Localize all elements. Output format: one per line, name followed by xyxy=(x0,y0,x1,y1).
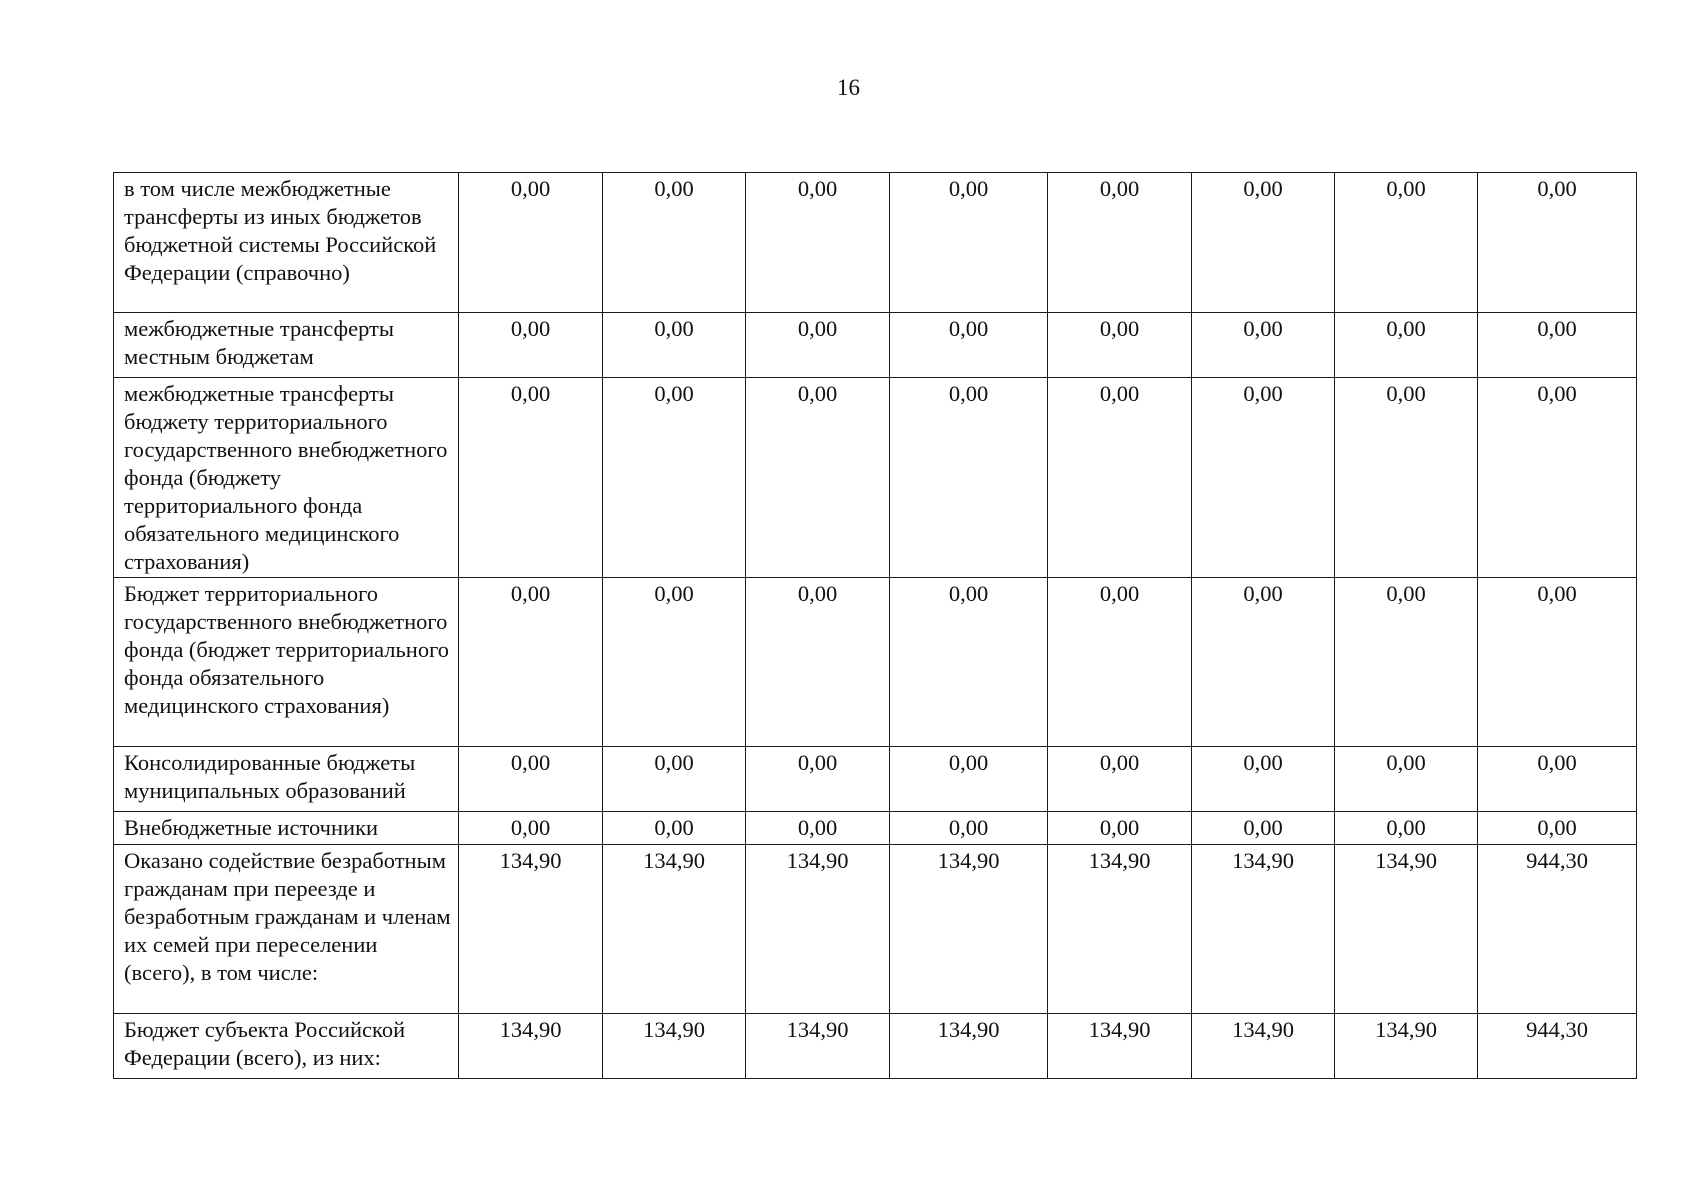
value-cell: 0,00 xyxy=(459,378,603,578)
value-cell: 0,00 xyxy=(459,173,603,313)
value-cell: 0,00 xyxy=(890,812,1048,845)
value-cell: 0,00 xyxy=(1192,747,1335,812)
value-cell: 944,30 xyxy=(1478,845,1637,1014)
value-cell: 134,90 xyxy=(1048,845,1192,1014)
value-cell: 0,00 xyxy=(1478,747,1637,812)
value-cell: 0,00 xyxy=(1335,812,1478,845)
value-cell: 134,90 xyxy=(603,845,746,1014)
row-label: межбюджетные трансферты бюджету территориального государственного внебюджетного фонда (бюджету территориального фонда обязательного медицинского страхования) xyxy=(114,378,459,578)
value-cell: 0,00 xyxy=(1478,378,1637,578)
value-cell: 0,00 xyxy=(1048,578,1192,747)
value-cell: 0,00 xyxy=(890,578,1048,747)
budget-table xyxy=(113,172,1637,1079)
value-cell: 134,90 xyxy=(746,1014,890,1079)
row-label: Консолидированные бюджеты муниципальных образований xyxy=(114,747,459,812)
value-cell: 0,00 xyxy=(459,313,603,378)
value-cell: 0,00 xyxy=(1192,378,1335,578)
value-cell: 0,00 xyxy=(1048,378,1192,578)
row-label: Внебюджетные источники xyxy=(114,812,459,845)
value-cell: 0,00 xyxy=(746,578,890,747)
value-cell: 134,90 xyxy=(746,845,890,1014)
value-cell: 0,00 xyxy=(603,747,746,812)
value-cell: 0,00 xyxy=(890,378,1048,578)
value-cell: 134,90 xyxy=(459,1014,603,1079)
value-cell: 0,00 xyxy=(746,812,890,845)
value-cell: 0,00 xyxy=(890,747,1048,812)
table-row xyxy=(114,812,1637,845)
value-cell: 134,90 xyxy=(1048,1014,1192,1079)
value-cell: 0,00 xyxy=(1048,747,1192,812)
value-cell: 134,90 xyxy=(603,1014,746,1079)
table-row xyxy=(114,378,1637,578)
row-label: Бюджет субъекта Российской Федерации (всего), из них: xyxy=(114,1014,459,1079)
value-cell: 0,00 xyxy=(746,378,890,578)
value-cell: 0,00 xyxy=(1478,812,1637,845)
row-label: Бюджет территориального государственного внебюджетного фонда (бюджет территориального фонда обязательного медицинского страхования) xyxy=(114,578,459,747)
value-cell: 0,00 xyxy=(1335,378,1478,578)
value-cell: 0,00 xyxy=(603,578,746,747)
value-cell: 134,90 xyxy=(890,1014,1048,1079)
value-cell: 0,00 xyxy=(603,812,746,845)
value-cell: 0,00 xyxy=(1192,812,1335,845)
value-cell: 134,90 xyxy=(890,845,1048,1014)
table-row xyxy=(114,1014,1637,1079)
value-cell: 0,00 xyxy=(1048,313,1192,378)
value-cell: 134,90 xyxy=(1335,845,1478,1014)
value-cell: 0,00 xyxy=(1192,578,1335,747)
value-cell: 134,90 xyxy=(1192,1014,1335,1079)
value-cell: 0,00 xyxy=(746,747,890,812)
value-cell: 0,00 xyxy=(1192,313,1335,378)
table-row xyxy=(114,845,1637,1014)
table-row xyxy=(114,313,1637,378)
value-cell: 0,00 xyxy=(603,378,746,578)
value-cell: 0,00 xyxy=(746,173,890,313)
row-label: Оказано содействие безработным гражданам при переезде и безработным гражданам и членам их семей при переселении (всего), в том числе: xyxy=(114,845,459,1014)
row-label: межбюджетные трансферты местным бюджетам xyxy=(114,313,459,378)
value-cell: 0,00 xyxy=(1048,173,1192,313)
page-number: 16 xyxy=(837,75,860,100)
table-row xyxy=(114,747,1637,812)
value-cell: 0,00 xyxy=(890,173,1048,313)
value-cell: 0,00 xyxy=(1048,812,1192,845)
value-cell: 0,00 xyxy=(1478,313,1637,378)
value-cell: 0,00 xyxy=(603,313,746,378)
value-cell: 0,00 xyxy=(1335,578,1478,747)
value-cell: 0,00 xyxy=(1335,313,1478,378)
value-cell: 0,00 xyxy=(890,313,1048,378)
value-cell: 0,00 xyxy=(459,578,603,747)
value-cell: 0,00 xyxy=(1335,747,1478,812)
table-row xyxy=(114,173,1637,313)
value-cell: 0,00 xyxy=(1192,173,1335,313)
table-row xyxy=(114,578,1637,747)
value-cell: 944,30 xyxy=(1478,1014,1637,1079)
value-cell: 0,00 xyxy=(459,812,603,845)
row-label: в том числе межбюджетные трансферты из иных бюджетов бюджетной системы Российской Федерации (справочно) xyxy=(114,173,459,313)
value-cell: 0,00 xyxy=(1478,578,1637,747)
value-cell: 0,00 xyxy=(746,313,890,378)
value-cell: 0,00 xyxy=(603,173,746,313)
value-cell: 0,00 xyxy=(1335,173,1478,313)
value-cell: 0,00 xyxy=(1478,173,1637,313)
value-cell: 134,90 xyxy=(1192,845,1335,1014)
value-cell: 134,90 xyxy=(1335,1014,1478,1079)
value-cell: 134,90 xyxy=(459,845,603,1014)
value-cell: 0,00 xyxy=(459,747,603,812)
